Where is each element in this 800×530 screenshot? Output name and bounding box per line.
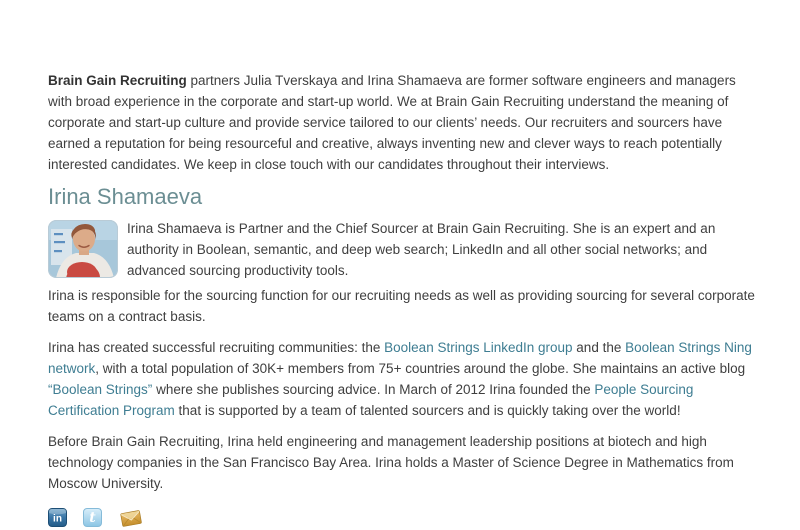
communities-text: Irina has created successful recruiting communities: the (48, 340, 385, 355)
email-envelope-icon[interactable] (119, 508, 143, 528)
profile-heading: Irina Shamaeva (48, 184, 203, 209)
bio-paragraph-2: Irina is responsible for the sourcing function for our recruiting needs as well as providing sourcing for several corporate teams on a contract basis. (48, 288, 755, 324)
communities-text: and the (572, 340, 626, 355)
intro-text: partners Julia Tverskaya and Irina Shamaeva are former software engineers and managers with broad experience in the corporate and start-up world. We at Brain Gain Recruiting understand the meaning of corporate and start-up culture and provide service tailored to our clients’ needs. Our recruiters and sourcers have earned a reputation for being resourceful and creative, always inventing new and clever ways to reach potentially interested candidates. We keep in close touch with our candidates throughout their interviews. (48, 73, 736, 172)
linkedin-glyph: in (53, 513, 62, 525)
social-links-row (48, 508, 758, 530)
background-paragraph: Before Brain Gain Recruiting, Irina held engineering and management leadership positions at biotech and high technology companies in the San Francisco Bay Area. Irina holds a Master of Science Degree in Mathematics from Moscow University. (48, 434, 734, 491)
linkedin-icon[interactable] (48, 508, 67, 527)
communities-text: that is supported by a team of talented sourcers and is quickly taking over the world! (174, 403, 681, 418)
link-people-sourcing-certification-program[interactable]: People Sourcing Certification Program (48, 382, 694, 418)
communities-text: , with a total population of 30K+ members from 75+ countries around the globe. She maintains an active blog (95, 361, 746, 376)
bio-paragraph-1: Irina Shamaeva is Partner and the Chief Sourcer at Brain Gain Recruiting. She is an expert and an authority in Boolean, semantic, and deep web search; LinkedIn and all other social networks; and advanced sourcing productivity tools. (127, 221, 716, 278)
intro-paragraph (48, 70, 758, 175)
link-boolean-strings-blog[interactable]: “Boolean Strings” (48, 382, 153, 397)
twitter-icon[interactable] (83, 508, 102, 527)
company-name: Brain Gain Recruiting (48, 73, 187, 88)
link-boolean-strings-ning-network[interactable]: Boolean Strings Ning network (48, 340, 752, 376)
communities-text: where she publishes sourcing advice. In March of 2012 Irina founded the (152, 382, 595, 397)
communities-paragraph (48, 337, 758, 421)
profile-photo (48, 220, 118, 278)
link-boolean-strings-linkedin-group[interactable]: Boolean Strings LinkedIn group (384, 340, 573, 355)
twitter-glyph: t (89, 510, 97, 526)
profile-photo-image (48, 220, 118, 278)
